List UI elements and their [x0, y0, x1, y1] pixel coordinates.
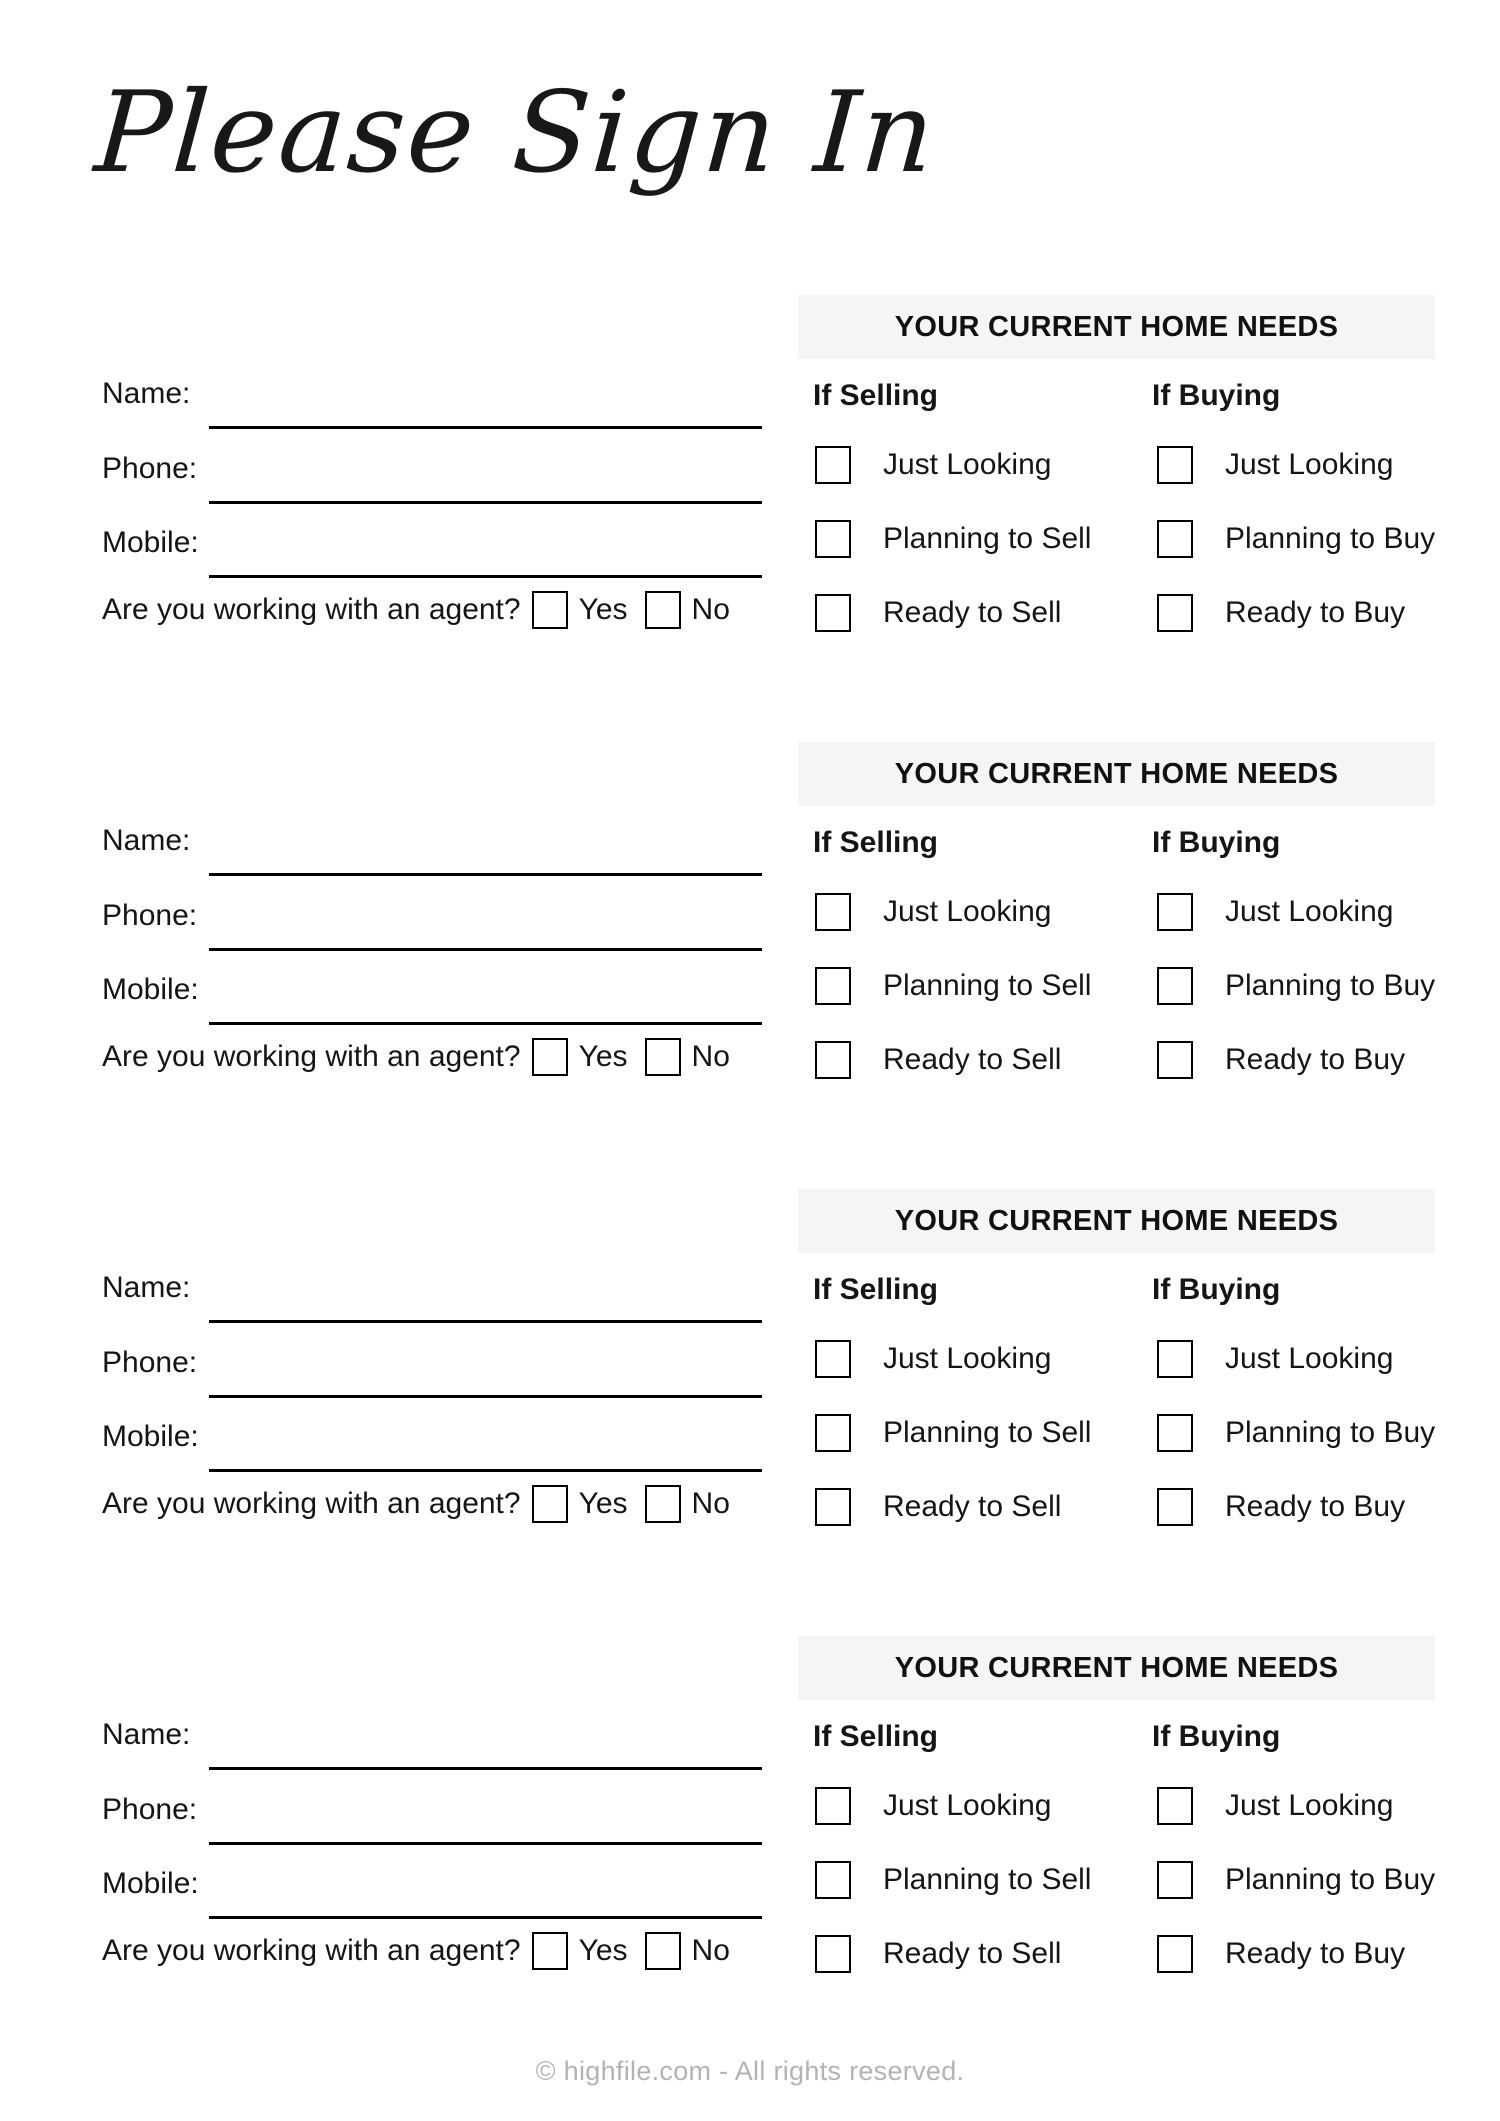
- signin-section: [0, 295, 1500, 742]
- agent-no-label: No: [691, 593, 730, 626]
- buying-planning-to-buy-checkbox[interactable]: [1157, 520, 1193, 558]
- agent-yes-checkbox[interactable]: [532, 1932, 568, 1970]
- mobile-label: Mobile:: [102, 1867, 199, 1900]
- buying-option: [1157, 1414, 1435, 1452]
- agent-no-checkbox[interactable]: [645, 1038, 681, 1076]
- buying-ready-to-buy-checkbox[interactable]: [1157, 1488, 1193, 1526]
- selling-just-looking-checkbox[interactable]: [815, 1340, 851, 1378]
- mobile-input-line[interactable]: [209, 575, 762, 578]
- buying-ready-to-buy-label: Ready to Buy: [1225, 1937, 1406, 1970]
- selling-option: [815, 1935, 1061, 1973]
- name-input-line[interactable]: [209, 873, 762, 876]
- buying-just-looking-label: Just Looking: [1225, 1342, 1394, 1375]
- needs-header-text: YOUR CURRENT HOME NEEDS: [894, 1651, 1339, 1684]
- buying-ready-to-buy-label: Ready to Buy: [1225, 1490, 1406, 1523]
- phone-label: Phone:: [102, 452, 198, 485]
- buying-option: [1157, 967, 1435, 1005]
- buying-option: [1157, 1787, 1393, 1825]
- buying-option: [1157, 1488, 1405, 1526]
- buying-option: [1157, 1861, 1435, 1899]
- agent-yes-label: Yes: [578, 1040, 628, 1073]
- needs-header-band: [798, 1636, 1435, 1700]
- if-buying-header: If Buying: [1152, 1273, 1281, 1306]
- name-input-line[interactable]: [209, 426, 762, 429]
- mobile-input-line[interactable]: [209, 1469, 762, 1472]
- buying-planning-to-buy-checkbox[interactable]: [1157, 1414, 1193, 1452]
- if-buying-header: If Buying: [1152, 1720, 1281, 1753]
- agent-no-checkbox[interactable]: [645, 591, 681, 629]
- mobile-label: Mobile:: [102, 526, 199, 559]
- mobile-input-line[interactable]: [209, 1916, 762, 1919]
- phone-input-line[interactable]: [209, 1395, 762, 1398]
- buying-planning-to-buy-label: Planning to Buy: [1225, 522, 1436, 555]
- buying-option: [1157, 1935, 1405, 1973]
- buying-ready-to-buy-checkbox[interactable]: [1157, 1935, 1193, 1973]
- name-label: Name:: [102, 377, 191, 410]
- selling-planning-to-sell-checkbox[interactable]: [815, 1861, 851, 1899]
- agent-no-checkbox[interactable]: [645, 1932, 681, 1970]
- phone-label: Phone:: [102, 1793, 198, 1826]
- copyright-footer: © highfile.com - All rights reserved.: [535, 2056, 965, 2086]
- if-selling-header: If Selling: [813, 826, 939, 859]
- buying-just-looking-checkbox[interactable]: [1157, 1787, 1193, 1825]
- mobile-input-line[interactable]: [209, 1022, 762, 1025]
- selling-option: [815, 1041, 1061, 1079]
- buying-ready-to-buy-label: Ready to Buy: [1225, 596, 1406, 629]
- buying-option: [1157, 520, 1435, 558]
- agent-yes-label: Yes: [578, 1934, 628, 1967]
- name-label: Name:: [102, 1718, 191, 1751]
- selling-just-looking-label: Just Looking: [883, 1789, 1052, 1822]
- buying-planning-to-buy-label: Planning to Buy: [1225, 1416, 1436, 1449]
- phone-input-line[interactable]: [209, 501, 762, 504]
- phone-label: Phone:: [102, 899, 198, 932]
- if-buying-header: If Buying: [1152, 826, 1281, 859]
- needs-header-text: YOUR CURRENT HOME NEEDS: [894, 757, 1339, 790]
- selling-planning-to-sell-label: Planning to Sell: [883, 522, 1092, 555]
- selling-planning-to-sell-label: Planning to Sell: [883, 1863, 1092, 1896]
- selling-option: [815, 1488, 1061, 1526]
- agent-question-row: [102, 1035, 730, 1079]
- agent-question-row: [102, 588, 730, 632]
- buying-option: [1157, 446, 1393, 484]
- selling-ready-to-sell-checkbox[interactable]: [815, 1935, 851, 1973]
- buying-planning-to-buy-label: Planning to Buy: [1225, 969, 1436, 1002]
- selling-ready-to-sell-label: Ready to Sell: [883, 596, 1062, 629]
- agent-yes-label: Yes: [578, 593, 628, 626]
- name-label: Name:: [102, 1271, 191, 1304]
- agent-no-checkbox[interactable]: [645, 1485, 681, 1523]
- selling-just-looking-label: Just Looking: [883, 448, 1052, 481]
- agent-yes-checkbox[interactable]: [532, 591, 568, 629]
- agent-no-label: No: [691, 1040, 730, 1073]
- buying-option: [1157, 893, 1393, 931]
- mobile-label: Mobile:: [102, 973, 199, 1006]
- agent-no-label: No: [691, 1487, 730, 1520]
- buying-just-looking-label: Just Looking: [1225, 448, 1394, 481]
- phone-label: Phone:: [102, 1346, 198, 1379]
- buying-option: [1157, 1041, 1405, 1079]
- selling-ready-to-sell-checkbox[interactable]: [815, 1041, 851, 1079]
- buying-just-looking-label: Just Looking: [1225, 895, 1394, 928]
- agent-question-label: Are you working with an agent?: [102, 1934, 521, 1967]
- selling-option: [815, 594, 1061, 632]
- selling-planning-to-sell-checkbox[interactable]: [815, 520, 851, 558]
- buying-just-looking-label: Just Looking: [1225, 1789, 1394, 1822]
- selling-option: [815, 1861, 1091, 1899]
- needs-header-band: [798, 1189, 1435, 1253]
- phone-input-line[interactable]: [209, 948, 762, 951]
- selling-option: [815, 1340, 1051, 1378]
- needs-header-text: YOUR CURRENT HOME NEEDS: [894, 310, 1339, 343]
- selling-planning-to-sell-checkbox[interactable]: [815, 967, 851, 1005]
- buying-option: [1157, 594, 1405, 632]
- selling-ready-to-sell-label: Ready to Sell: [883, 1937, 1062, 1970]
- if-selling-header: If Selling: [813, 1720, 939, 1753]
- if-selling-header: If Selling: [813, 379, 939, 412]
- selling-planning-to-sell-label: Planning to Sell: [883, 1416, 1092, 1449]
- signin-section: [0, 742, 1500, 1189]
- buying-option: [1157, 1340, 1393, 1378]
- buying-just-looking-checkbox[interactable]: [1157, 446, 1193, 484]
- if-buying-header: If Buying: [1152, 379, 1281, 412]
- selling-option: [815, 1787, 1051, 1825]
- selling-planning-to-sell-checkbox[interactable]: [815, 1414, 851, 1452]
- signin-section: [0, 1636, 1500, 2083]
- buying-just-looking-checkbox[interactable]: [1157, 1340, 1193, 1378]
- agent-yes-label: Yes: [578, 1487, 628, 1520]
- buying-just-looking-checkbox[interactable]: [1157, 893, 1193, 931]
- selling-option: [815, 446, 1051, 484]
- buying-ready-to-buy-checkbox[interactable]: [1157, 1041, 1193, 1079]
- selling-option: [815, 520, 1091, 558]
- if-selling-header: If Selling: [813, 1273, 939, 1306]
- buying-ready-to-buy-checkbox[interactable]: [1157, 594, 1193, 632]
- buying-planning-to-buy-checkbox[interactable]: [1157, 967, 1193, 1005]
- needs-header-text: YOUR CURRENT HOME NEEDS: [894, 1204, 1339, 1237]
- needs-header-band: [798, 295, 1435, 359]
- signin-section: [0, 1189, 1500, 1636]
- agent-yes-checkbox[interactable]: [532, 1485, 568, 1523]
- selling-just-looking-label: Just Looking: [883, 895, 1052, 928]
- agent-question-label: Are you working with an agent?: [102, 1040, 521, 1073]
- selling-ready-to-sell-label: Ready to Sell: [883, 1490, 1062, 1523]
- selling-option: [815, 893, 1051, 931]
- selling-planning-to-sell-label: Planning to Sell: [883, 969, 1092, 1002]
- page-title: Please Sign In: [91, 68, 941, 198]
- selling-just-looking-checkbox[interactable]: [815, 1787, 851, 1825]
- name-input-line[interactable]: [209, 1767, 762, 1770]
- buying-planning-to-buy-checkbox[interactable]: [1157, 1861, 1193, 1899]
- agent-yes-checkbox[interactable]: [532, 1038, 568, 1076]
- phone-input-line[interactable]: [209, 1842, 762, 1845]
- selling-ready-to-sell-label: Ready to Sell: [883, 1043, 1062, 1076]
- buying-planning-to-buy-label: Planning to Buy: [1225, 1863, 1436, 1896]
- agent-question-row: [102, 1482, 730, 1526]
- agent-question-label: Are you working with an agent?: [102, 1487, 521, 1520]
- selling-just-looking-checkbox[interactable]: [815, 446, 851, 484]
- agent-no-label: No: [691, 1934, 730, 1967]
- agent-question-row: [102, 1929, 730, 1973]
- mobile-label: Mobile:: [102, 1420, 199, 1453]
- selling-ready-to-sell-checkbox[interactable]: [815, 594, 851, 632]
- selling-option: [815, 1414, 1091, 1452]
- selling-just-looking-label: Just Looking: [883, 1342, 1052, 1375]
- name-input-line[interactable]: [209, 1320, 762, 1323]
- selling-option: [815, 967, 1091, 1005]
- agent-question-label: Are you working with an agent?: [102, 593, 521, 626]
- needs-header-band: [798, 742, 1435, 806]
- selling-just-looking-checkbox[interactable]: [815, 893, 851, 931]
- name-label: Name:: [102, 824, 191, 857]
- selling-ready-to-sell-checkbox[interactable]: [815, 1488, 851, 1526]
- buying-ready-to-buy-label: Ready to Buy: [1225, 1043, 1406, 1076]
